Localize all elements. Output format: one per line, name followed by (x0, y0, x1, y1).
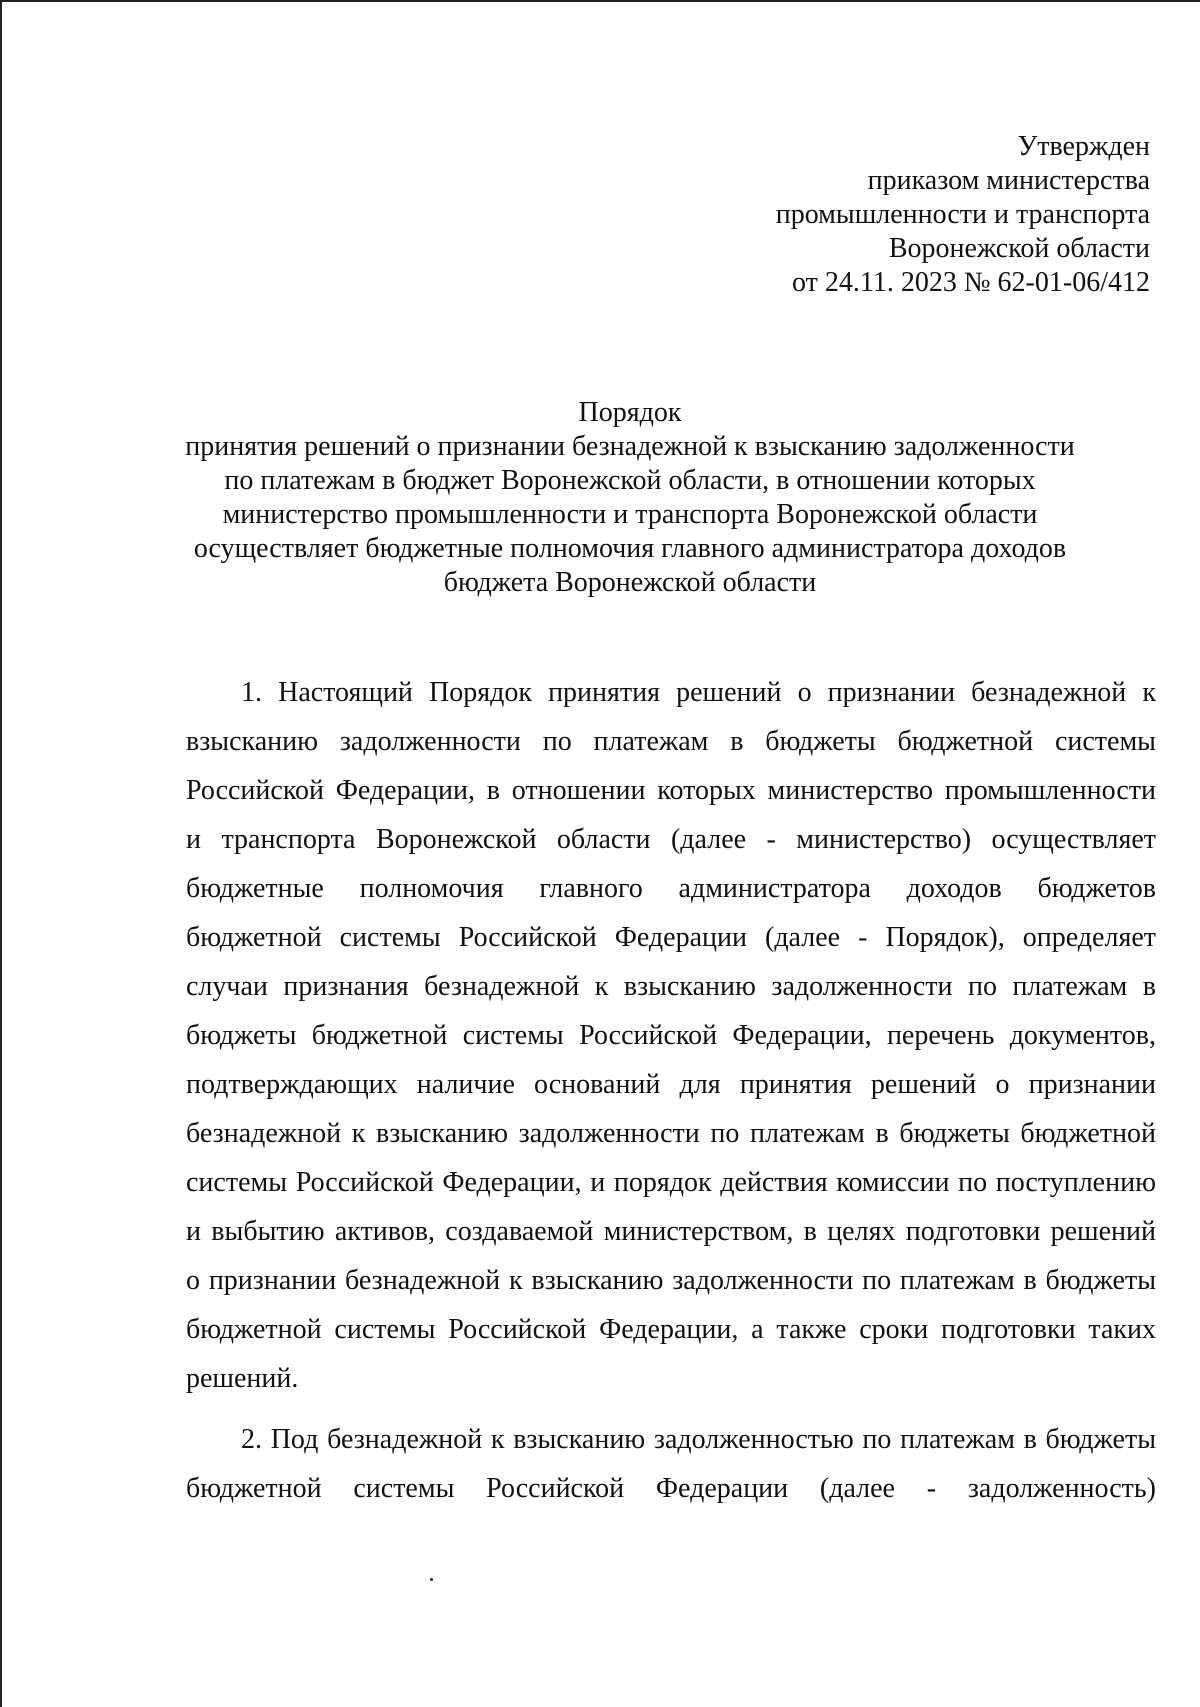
approval-line: Воронежской области (888, 233, 1150, 264)
paragraph-line: безнадежной к взысканию задолженности по платежам в бюджеты бюджетной (186, 1118, 1156, 1149)
paragraph-1 (186, 668, 1156, 1403)
document-body (186, 668, 1156, 1513)
title-line: осуществляет бюджетные полномочия главного администратора доходов (193, 533, 1067, 564)
paragraph-line: взысканию задолженности по платежам в бюджеты бюджетной системы (186, 726, 1156, 757)
paragraph-line: бюджетной системы Российской Федерации, а также сроки подготовки таких (186, 1314, 1156, 1345)
title-line: бюджета Воронежской области (443, 567, 817, 598)
paragraph-line: системы Российской Федерации, и порядок действия комиссии по поступлению (186, 1167, 1156, 1198)
paragraph-line: 1. Настоящий Порядок принятия решений о признании безнадежной к (241, 677, 1156, 708)
paragraph-line: бюджетной системы Российской Федерации (далее - задолженность) (186, 1473, 1156, 1504)
paragraph-line: и транспорта Воронежской области (далее - министерство) осуществляет (186, 824, 1156, 855)
document-title (160, 396, 1100, 600)
title-line: принятия решений о признании безнадежной к взысканию задолженности (185, 431, 1075, 462)
paragraph-line: случаи признания безнадежной к взысканию задолженности по платежам в (186, 971, 1156, 1002)
paragraph-line: бюджетной системы Российской Федерации (далее - Порядок), определяет (186, 922, 1156, 953)
paragraph-line: бюджетные полномочия главного администратора доходов бюджетов (186, 873, 1156, 904)
paragraph-line: и выбытию активов, создаваемой министерством, в целях подготовки решений (186, 1216, 1156, 1247)
paragraph-line: 2. Под безнадежной к взысканию задолженностью по платежам в бюджеты (241, 1424, 1156, 1455)
paragraph-line: бюджеты бюджетной системы Российской Федерации, перечень документов, (186, 1020, 1156, 1051)
scan-edge-left (0, 0, 2, 1707)
scan-edge-top (0, 0, 1200, 2)
approval-line: приказом министерства (867, 165, 1150, 196)
scan-speck (430, 1578, 433, 1581)
approval-date-number: от 24.11. 2023 № 62-01-06/412 (792, 267, 1150, 298)
paragraph-2 (186, 1415, 1156, 1513)
title-heading: Порядок (578, 397, 682, 428)
paragraph-line: о признании безнадежной к взысканию задолженности по платежам в бюджеты (186, 1265, 1156, 1296)
title-line: министерство промышленности и транспорта Воронежской области (222, 499, 1038, 530)
approval-line: промышленности и транспорта (775, 199, 1150, 230)
paragraph-line: решений. (186, 1363, 299, 1394)
paragraph-gap (186, 1403, 1156, 1415)
title-line: по платежам в бюджет Воронежской области, в отношении которых (224, 465, 1036, 496)
paragraph-line: подтверждающих наличие оснований для принятия решений о признании (186, 1069, 1156, 1100)
approval-stamp-block (590, 130, 1150, 300)
paragraph-line: Российской Федерации, в отношении которых министерство промышленности (186, 775, 1156, 806)
approval-line: Утвержден (1017, 131, 1150, 162)
